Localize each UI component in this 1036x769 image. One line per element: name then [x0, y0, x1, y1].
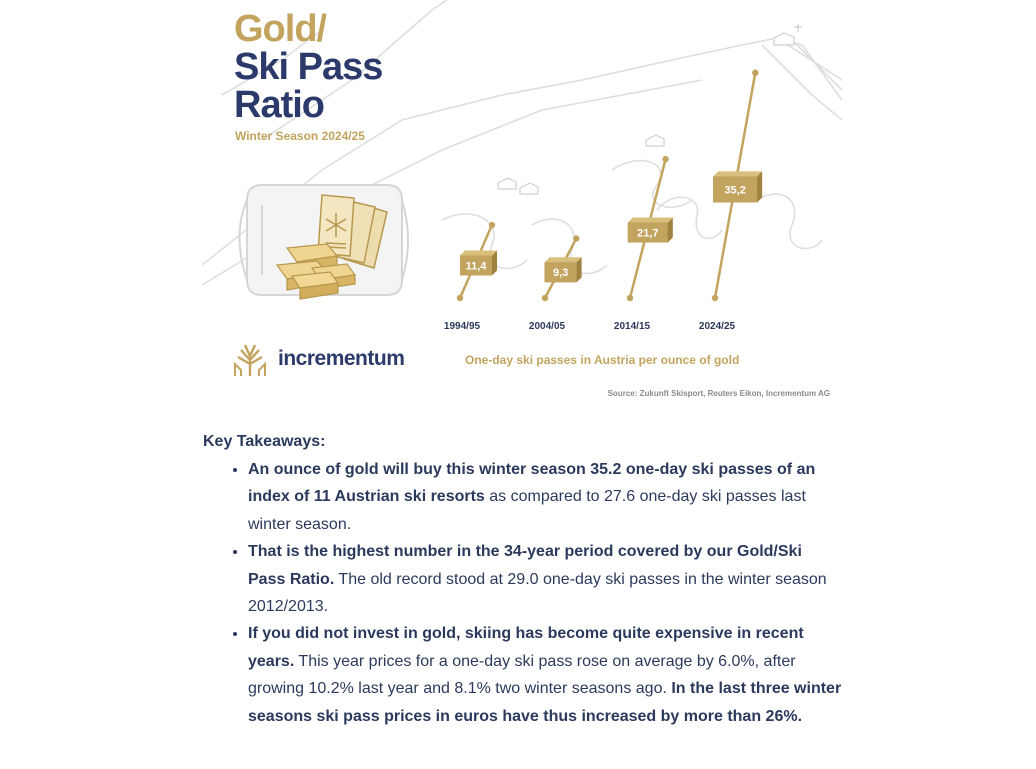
- title-line-gold: Gold/: [234, 8, 327, 50]
- x-tick-label: 2004/05: [528, 321, 566, 332]
- takeaway-text: This year prices for a one-day ski pass rose on average by 6.0%, after growing 10.2% last year and 8.1% two winter seasons ago.: [248, 652, 796, 698]
- ratio-top-dot: [662, 156, 668, 162]
- takeaway-text: The old record stood at 29.0 one-day ski passes in the winter season 2012/2013.: [248, 570, 827, 616]
- chart-caption: One-day ski passes in Austria per ounce of gold: [465, 353, 740, 367]
- brand-logo: [232, 342, 404, 376]
- title-line-ski-pass: Ski Pass: [234, 46, 383, 88]
- value-label: 11,4: [465, 260, 487, 273]
- chart-marks: [444, 70, 762, 332]
- value-label: 21,7: [637, 227, 659, 240]
- value-label: 35,2: [724, 184, 746, 197]
- x-tick-label: 1994/95: [443, 321, 481, 332]
- ratio-top-dot: [489, 222, 495, 228]
- logo-spacer: [232, 342, 266, 376]
- ratio-base-dot: [627, 295, 633, 301]
- ratio-top-dot: [573, 235, 579, 241]
- x-tick-label: 2014/15: [613, 321, 651, 332]
- takeaways-list: [203, 456, 843, 730]
- list-item: [248, 456, 843, 538]
- key-takeaways: [203, 430, 843, 730]
- ratio-base-dot: [457, 295, 463, 301]
- ratio-top-dot: [752, 70, 758, 76]
- brand-name: incrementum: [278, 347, 405, 370]
- title-line-ratio: Ratio: [234, 84, 324, 126]
- ratio-base-dot: [542, 295, 548, 301]
- takeaways-heading: Key Takeaways:: [203, 433, 326, 450]
- source-note: Source: Zukunft Skisport, Reuters Eikon, Incrementum AG: [607, 389, 830, 398]
- safe-with-gold-illustration: [240, 185, 409, 299]
- ratio-base-dot: [712, 295, 718, 301]
- value-label: 9,3: [552, 267, 569, 280]
- list-item: [248, 538, 843, 620]
- takeaway-bold-tail: In the last three winter seasons ski pass prices in euros have thus increased by more than 26%.: [248, 680, 842, 725]
- list-item: [248, 620, 843, 730]
- x-tick-label: 2024/25: [698, 321, 736, 332]
- takeaway-bold: An ounce of gold will buy this winter season 35.2 one-day ski passes of an index of 11 Austrian ski resorts: [248, 461, 816, 506]
- takeaway-bold: That is the highest number in the 34-year period covered by our Gold/Ski Pass Ratio.: [248, 543, 802, 588]
- takeaway-text: as compared to 27.6 one-day ski passes last winter season.: [248, 488, 806, 533]
- infographic-panel: [202, 0, 842, 410]
- chart-subtitle: Winter Season 2024/25: [235, 129, 365, 143]
- takeaway-bold: If you did not invest in gold, skiing has become quite expensive in recent years.: [248, 625, 804, 670]
